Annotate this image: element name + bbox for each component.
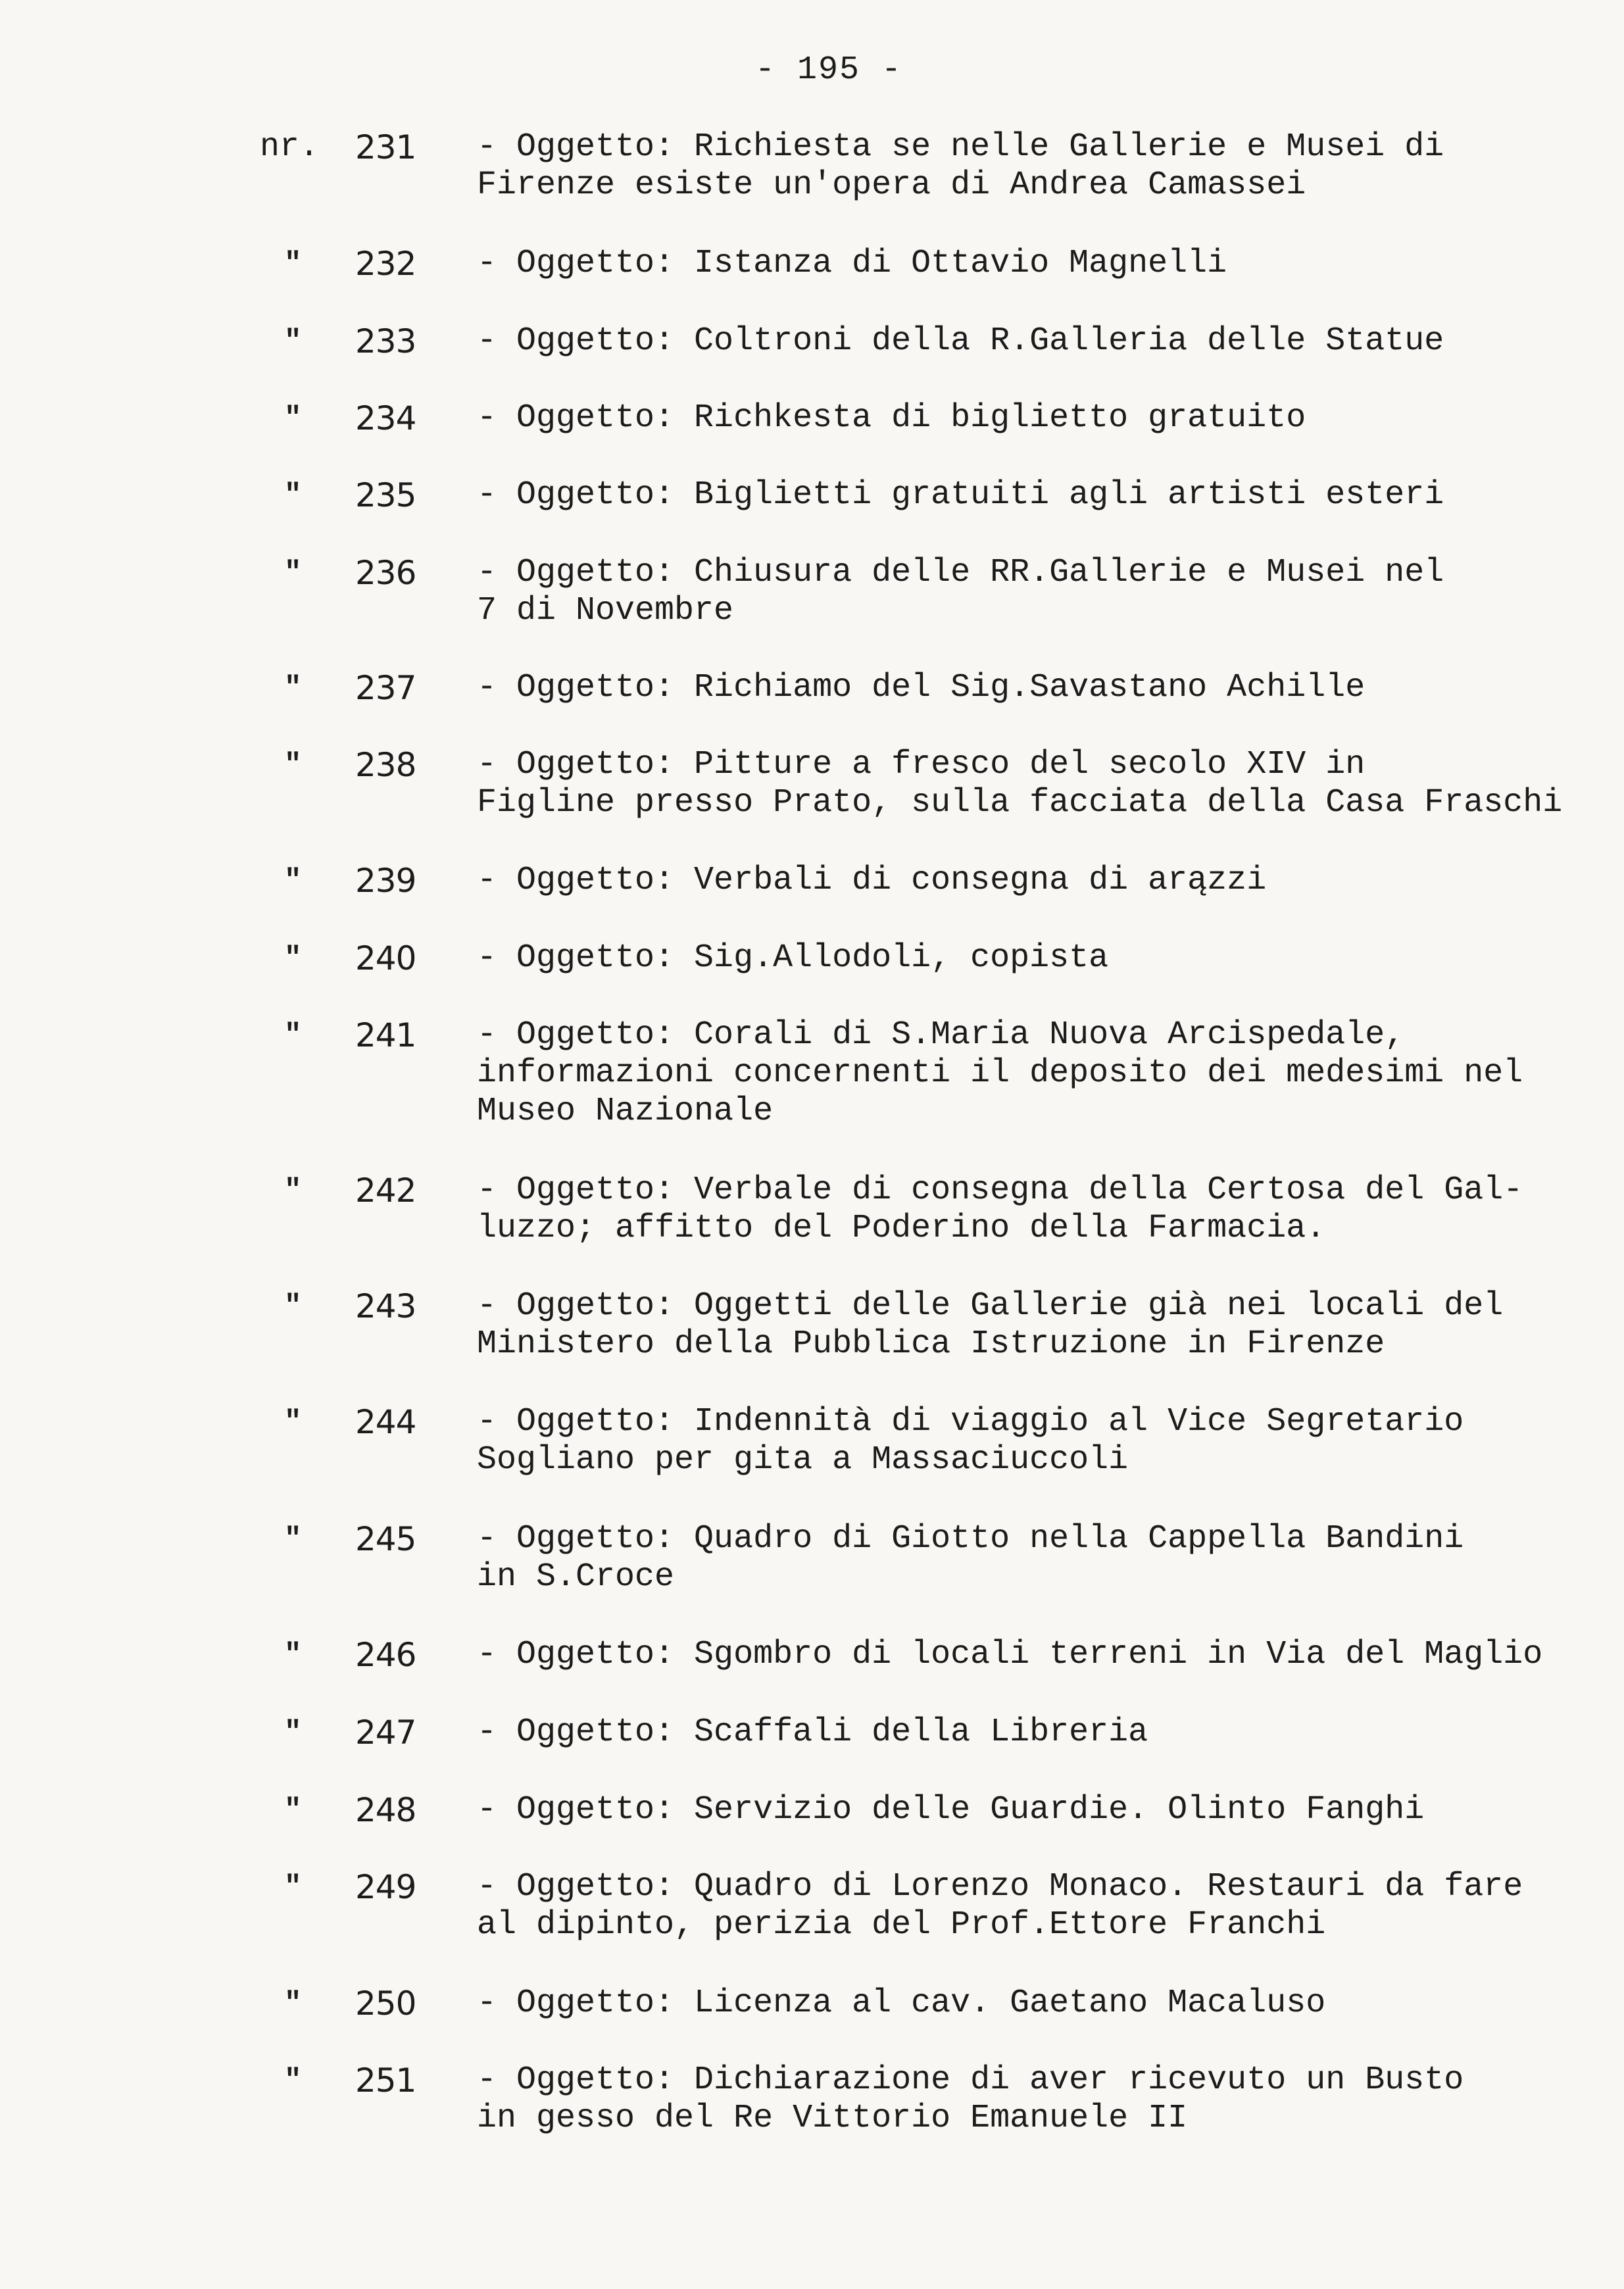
list-item: [0, 1868, 1624, 1944]
list-item: [0, 669, 1624, 707]
entry-text-line: Museo Nazionale: [477, 1093, 774, 1130]
entry-prefix: ": [284, 1174, 302, 1207]
entry-number: 232: [355, 245, 416, 283]
entry-number: 241: [355, 1016, 416, 1054]
list-item: [0, 862, 1624, 900]
entry-prefix: ": [284, 1987, 302, 2020]
list-item: [0, 1171, 1624, 1248]
entry-prefix: ": [284, 1794, 302, 1827]
entry-text-line: - Oggetto: Indennità di viaggio al Vice Segretario: [477, 1403, 1464, 1440]
entry-text-line: - Oggetto: Dichiarazione di aver ricevuto un Busto: [477, 2061, 1464, 2099]
entry-prefix: ": [284, 942, 302, 975]
entry-text-line: in S.Croce: [477, 1558, 675, 1596]
entry-number: 237: [355, 669, 416, 707]
entry-number: 251: [355, 2061, 416, 2100]
list-item: [0, 746, 1624, 822]
entry-prefix: nr.: [260, 128, 320, 166]
entry-number: 235: [355, 476, 416, 514]
list-item: [0, 554, 1624, 630]
entry-number: 234: [355, 399, 416, 437]
entry-prefix: ": [284, 556, 302, 589]
page-number: - 195 -: [754, 51, 903, 89]
entry-text-line: - Oggetto: Verbali di consegna di arązzi: [477, 862, 1267, 899]
entry-number: 250: [355, 1984, 416, 2023]
entry-text-line: in gesso del Re Vittorio Emanuele II: [477, 2100, 1188, 2137]
entry-prefix: ": [284, 247, 302, 280]
entry-text-line: Ministero della Pubblica Istruzione in Firenze: [477, 1325, 1385, 1363]
entry-prefix: ": [284, 1523, 302, 1556]
entry-text-line: Figline presso Prato, sulla facciata della Casa Fraschi: [477, 784, 1563, 822]
entry-number: 247: [355, 1713, 416, 1752]
entry-number: 231: [355, 128, 416, 166]
entry-prefix: ": [284, 864, 302, 897]
entry-number: 245: [355, 1520, 416, 1558]
entry-text-line: Firenze esiste un'opera di Andrea Camassei: [477, 166, 1306, 204]
entry-number: 239: [355, 862, 416, 900]
entry-prefix: ": [284, 672, 302, 704]
entry-number: 243: [355, 1287, 416, 1325]
entry-text-line: - Oggetto: Verbale di consegna della Certosa del Gal-: [477, 1171, 1523, 1209]
entry-prefix: ": [284, 1290, 302, 1323]
entry-prefix: ": [284, 749, 302, 781]
entry-text-line: - Oggetto: Sig.Allodoli, copista: [477, 939, 1109, 977]
list-item: [0, 245, 1624, 283]
entry-text-line: - Oggetto: Quadro di Lorenzo Monaco. Restauri da fare: [477, 1868, 1523, 1906]
entry-number: 242: [355, 1171, 416, 1210]
entry-text-line: - Oggetto: Oggetti delle Gallerie già nei locali del: [477, 1287, 1504, 1325]
list-item: [0, 476, 1624, 514]
entry-prefix: ": [284, 1871, 302, 1904]
list-item: [0, 1016, 1624, 1131]
entry-prefix: ": [284, 1406, 302, 1439]
entry-text-line: informazioni concernenti il deposito dei medesimi nel: [477, 1054, 1523, 1092]
entry-text-line: al dipinto, perizia del Prof.Ettore Franchi: [477, 1906, 1326, 1944]
entry-number: 248: [355, 1791, 416, 1829]
list-item: [0, 1287, 1624, 1364]
entry-text-line: - Oggetto: Richiamo del Sig.Savastano Achille: [477, 669, 1366, 706]
entry-prefix: ": [284, 2064, 302, 2097]
list-item: [0, 1984, 1624, 2023]
entry-prefix: ": [284, 1638, 302, 1671]
list-item: [0, 2061, 1624, 2138]
list-item: [0, 1520, 1624, 1596]
entry-prefix: ": [284, 402, 302, 435]
list-item: [0, 1636, 1624, 1674]
entry-prefix: ": [284, 325, 302, 358]
entry-text-line: - Oggetto: Istanza di Ottavio Magnelli: [477, 245, 1227, 282]
entry-number: 249: [355, 1868, 416, 1906]
list-item: [0, 399, 1624, 437]
entry-text-line: - Oggetto: Corali di S.Maria Nuova Arcispedale,: [477, 1016, 1405, 1054]
list-item: [0, 1713, 1624, 1752]
entry-text-line: Sogliano per gita a Massaciuccoli: [477, 1441, 1129, 1479]
entry-number: 236: [355, 554, 416, 592]
entry-text-line: - Oggetto: Richkesta di biglietto gratuito: [477, 399, 1306, 437]
entry-text-line: - Oggetto: Sgombro di locali terreni in Via del Maglio: [477, 1636, 1543, 1673]
entry-text-line: - Oggetto: Quadro di Giotto nella Cappella Bandini: [477, 1520, 1464, 1558]
list-item: [0, 322, 1624, 360]
entry-prefix: ": [284, 1019, 302, 1052]
entry-text-line: - Oggetto: Richiesta se nelle Gallerie e Musei di: [477, 128, 1444, 166]
entry-text-line: luzzo; affitto del Poderino della Farmacia.: [477, 1210, 1326, 1247]
entry-text-line: - Oggetto: Scaffali della Libreria: [477, 1713, 1148, 1751]
entry-text-line: 7 di Novembre: [477, 592, 734, 629]
entry-prefix: ": [284, 1716, 302, 1749]
list-item: [0, 1403, 1624, 1479]
entry-text-line: - Oggetto: Chiusura delle RR.Gallerie e Musei nel: [477, 554, 1444, 591]
entry-number: 240: [355, 939, 416, 977]
entry-number: 233: [355, 322, 416, 360]
entry-number: 244: [355, 1403, 416, 1441]
list-item: [0, 939, 1624, 977]
entry-text-line: - Oggetto: Pitture a fresco del secolo XIV in: [477, 746, 1366, 783]
entry-text-line: - Oggetto: Servizio delle Guardie. Olinto Fanghi: [477, 1791, 1425, 1829]
list-item: [0, 1791, 1624, 1829]
entry-number: 238: [355, 746, 416, 784]
list-item: [0, 128, 1624, 205]
entry-prefix: ": [284, 479, 302, 512]
entry-text-line: - Oggetto: Coltroni della R.Galleria delle Statue: [477, 322, 1444, 360]
entry-text-line: - Oggetto: Biglietti gratuiti agli artisti esteri: [477, 476, 1444, 514]
entry-number: 246: [355, 1636, 416, 1674]
entry-text-line: - Oggetto: Licenza al cav. Gaetano Macaluso: [477, 1984, 1326, 2022]
